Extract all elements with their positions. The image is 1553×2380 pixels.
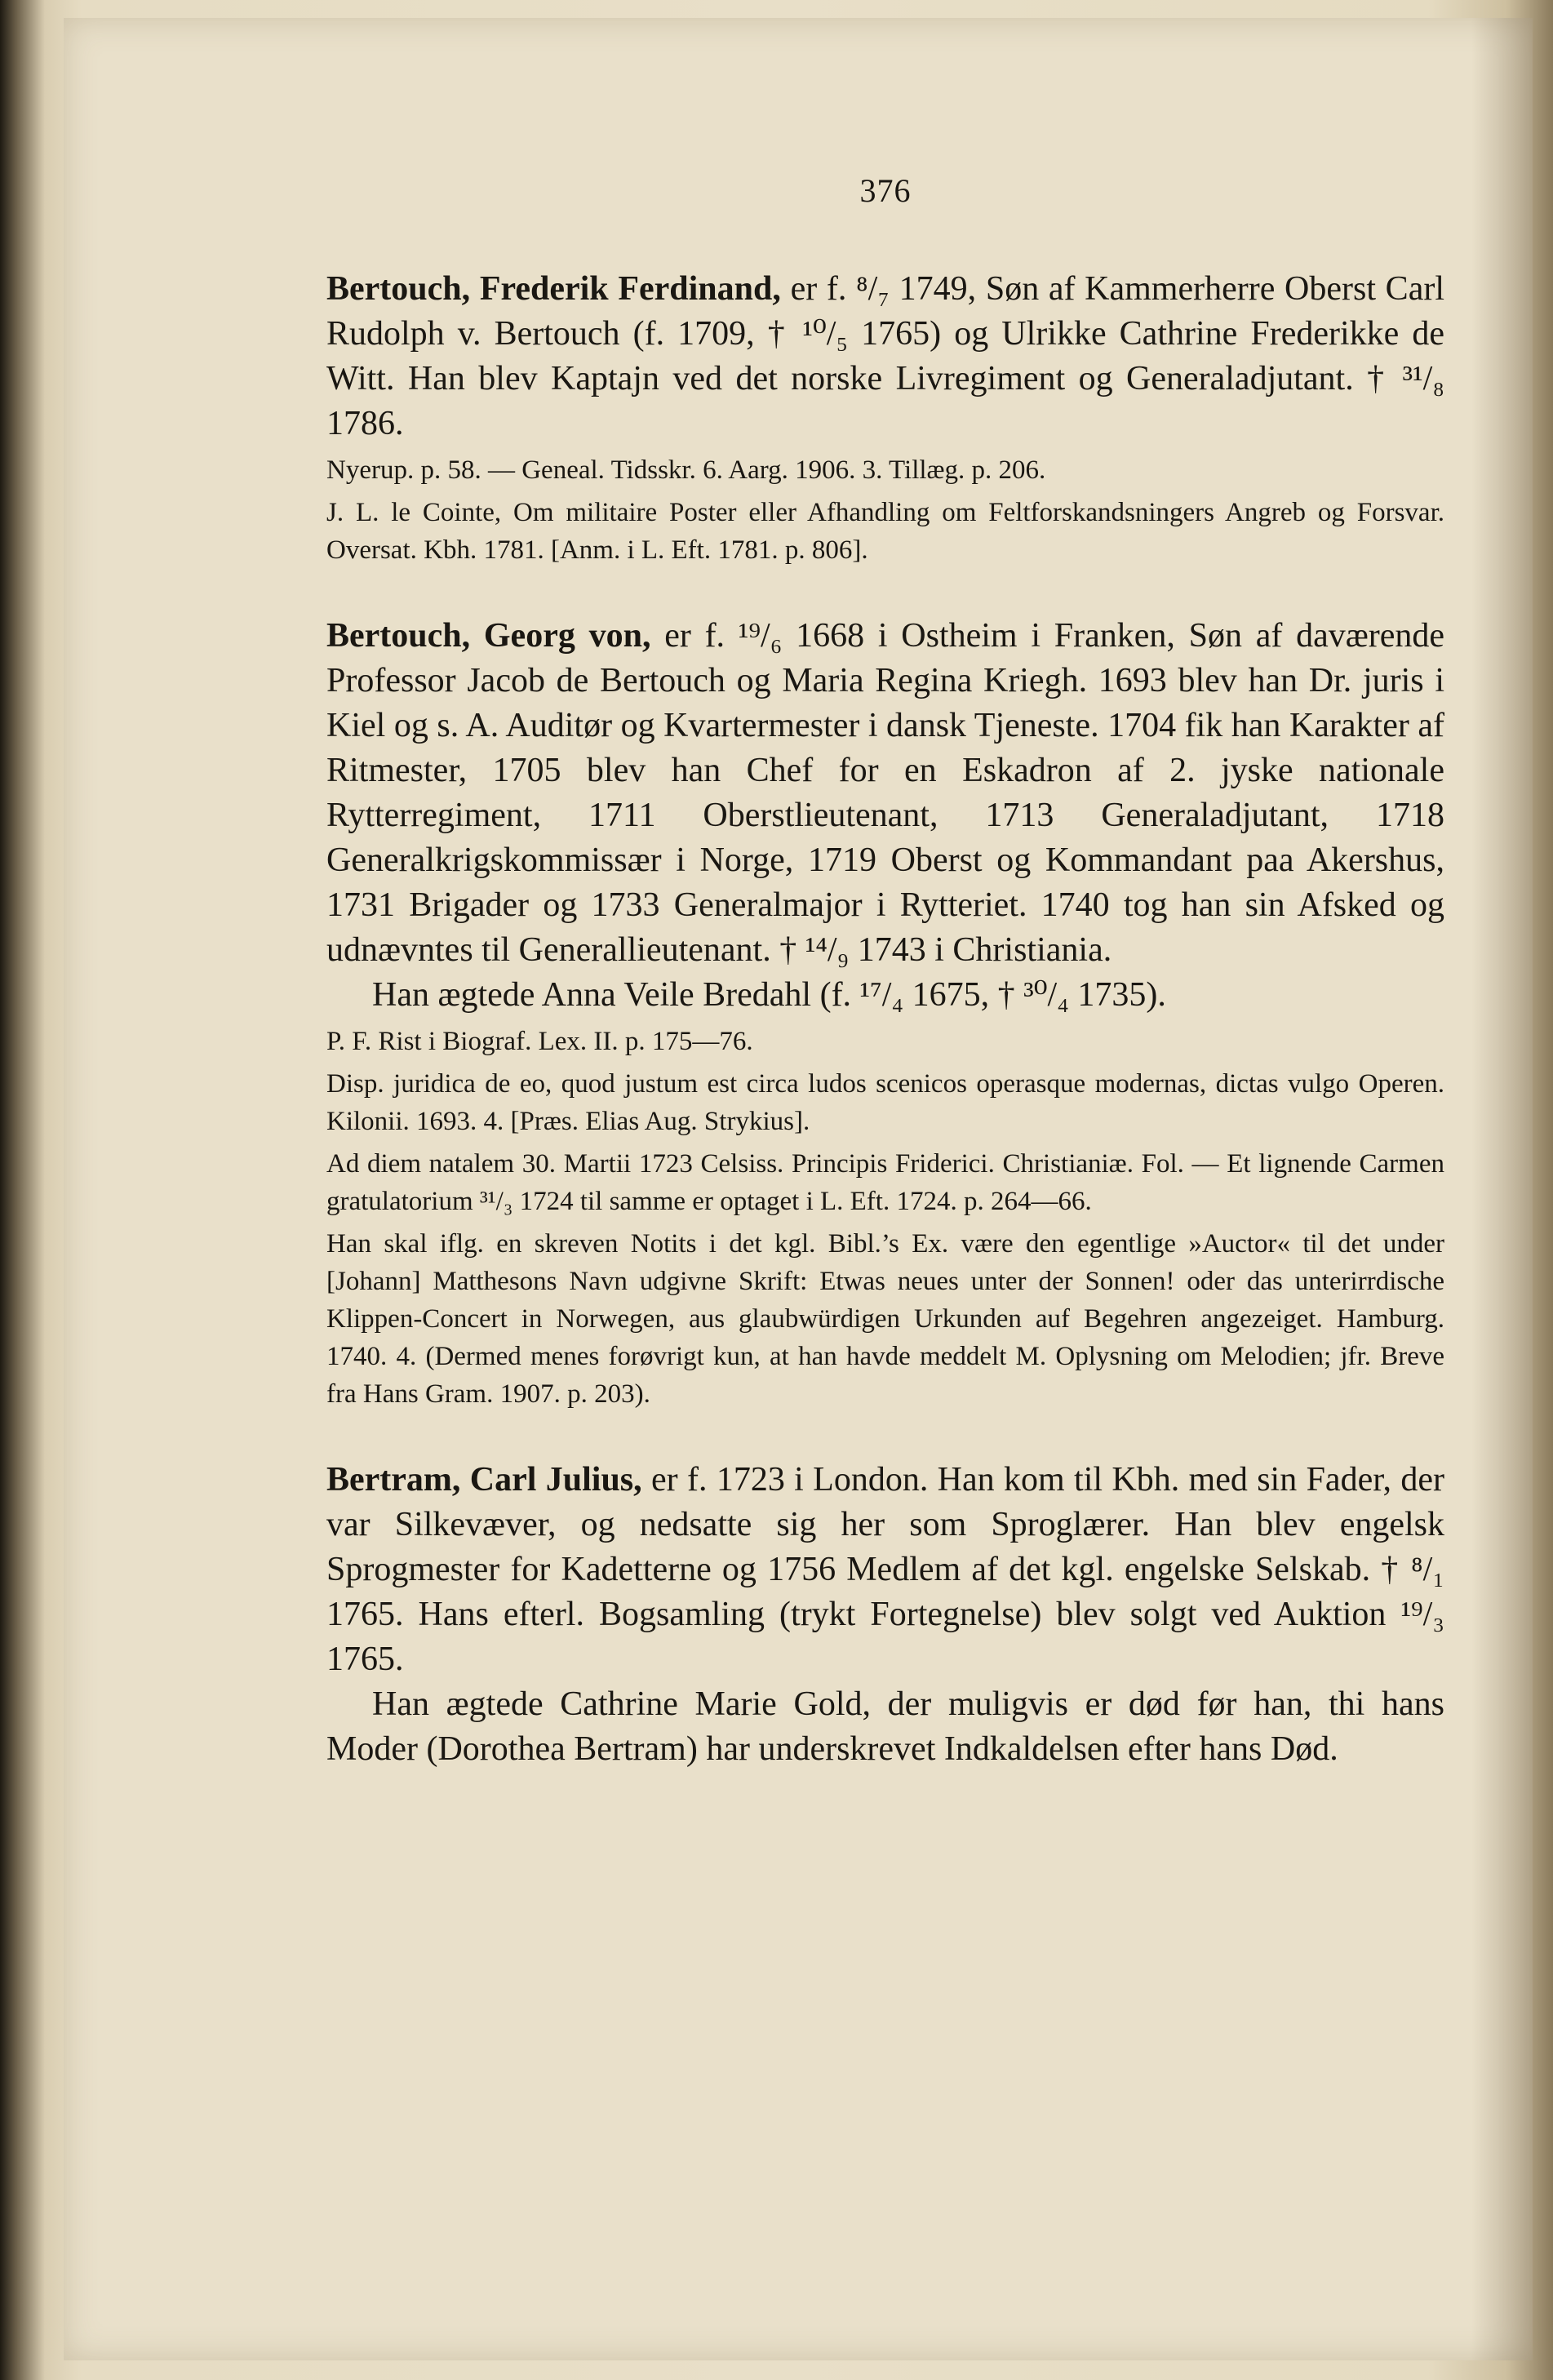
entry-reference: Nyerup. p. 58. — Geneal. Tidsskr. 6. Aarg. 1906. 3. Tillæg. p. 206. bbox=[326, 455, 1046, 485]
entry-reference: J. L. le Cointe, Om militaire Poster eller Afhandling om Feltforskandsningers Angreb og Forsvar. Oversat. Kbh. 1781. [Anm. i L. Eft. 1781. p. 806]. bbox=[326, 498, 1444, 565]
entry-marriage: Han ægtede Cathrine Marie Gold, der muligvis er død før han, thi hans Moder (Dorothea Bertram) har underskrevet Indkaldelsen efter hans Død. bbox=[326, 1685, 1444, 1768]
entry-name: Bertouch, Frederik Ferdinand, bbox=[326, 270, 781, 308]
entry-name: Bertouch, Georg von, bbox=[326, 617, 651, 655]
entry-paragraph bbox=[326, 1458, 1444, 1682]
entry-reference: Ad diem natalem 30. Martii 1723 Celsiss. Principis Friderici. Christianiæ. Fol. — Et lignende Carmen gratulatorium ³¹/₃ 1724 til samme er optaget i L. Eft. 1724. p. 264—66. bbox=[326, 1149, 1444, 1216]
page-text bbox=[326, 171, 1444, 1817]
entry-body: er f. 1723 i London. Han kom til Kbh. med sin Fader, der var Silkevæver, og nedsatte sig her som Sproglærer. Han blev engelsk Sprogmester for Kadetterne og 1756 Medlem af det kgl. engelske Selskab. † ⁸/₁ 1765. Hans efterl. Bogsamling (trykt Fortegnelse) blev solgt ved Auktion ¹⁹/₃ 1765. bbox=[326, 1461, 1444, 1678]
entry-paragraph bbox=[326, 614, 1444, 973]
page-number: 376 bbox=[859, 172, 912, 209]
entry-reference: Disp. juridica de eo, quod justum est circa ludos scenicos operasque modernas, dictas vulgo Operen. Kilonii. 1693. 4. [Præs. Elias Aug. Strykius]. bbox=[326, 1069, 1444, 1136]
entry-name: Bertram, Carl Julius, bbox=[326, 1461, 642, 1499]
entry-paragraph bbox=[326, 267, 1444, 446]
entry-body: er f. ¹⁹/₆ 1668 i Ostheim i Franken, Søn af daværende Professor Jacob de Bertouch og Maria Regina Kriegh. 1693 blev han Dr. juris i Kiel og s. A. Auditør og Kvartermester i dansk Tjeneste. 1704 fik han Karakter af Ritmester, 1705 blev han Chef for en Eskadron af 2. jyske nationale Rytterregiment, 1711 Oberstlieutenant, 1713 Generaladjutant, 1718 Generalkrigskommissær i Norge, 1719 Oberst og Kommandant paa Akershus, 1731 Brigader og 1733 Generalmajor i Rytteriet. 1740 tog han sin Afsked og udnævntes til Generallieutenant. † ¹⁴/₉ 1743 i Christiania. bbox=[326, 617, 1444, 969]
entry-bertram-carl bbox=[326, 1458, 1444, 1772]
entry-bertouch-georg bbox=[326, 614, 1444, 1413]
entry-marriage: Han ægtede Anna Veile Bredahl (f. ¹⁷/₄ 1675, † ³⁰/₄ 1735). bbox=[372, 976, 1166, 1014]
entry-bertouch-frederik bbox=[326, 267, 1444, 569]
entry-reference: Han skal iflg. en skreven Notits i det kgl. Bibl.’s Ex. være den egentlige »Auctor« til det under [Johann] Matthesons Navn udgivne Skrift: Etwas neues unter der Sonnen! oder das unterirrdische Klippen-Concert in Norwegen, aus glaubwürdigen Urkunden auf Begehren angezeiget. Hamburg. 1740. 4. (Dermed menes forøvrigt kun, at han havde meddelt M. Oplysning om Melodien; jfr. Breve fra Hans Gram. 1907. p. 203). bbox=[326, 1229, 1444, 1409]
entry-body: er f. ⁸/₇ 1749, Søn af Kammerherre Oberst Carl Rudolph v. Bertouch (f. 1709, † ¹⁰/₅ 1765) og Ulrikke Cathrine Frederikke de Witt. Han blev Kaptajn ved det norske Livregiment og Generaladjutant. † ³¹/₈ 1786. bbox=[326, 270, 1444, 442]
page-gutter-shadow bbox=[1471, 18, 1533, 2360]
entry-reference: P. F. Rist i Biograf. Lex. II. p. 175—76. bbox=[326, 1027, 753, 1056]
